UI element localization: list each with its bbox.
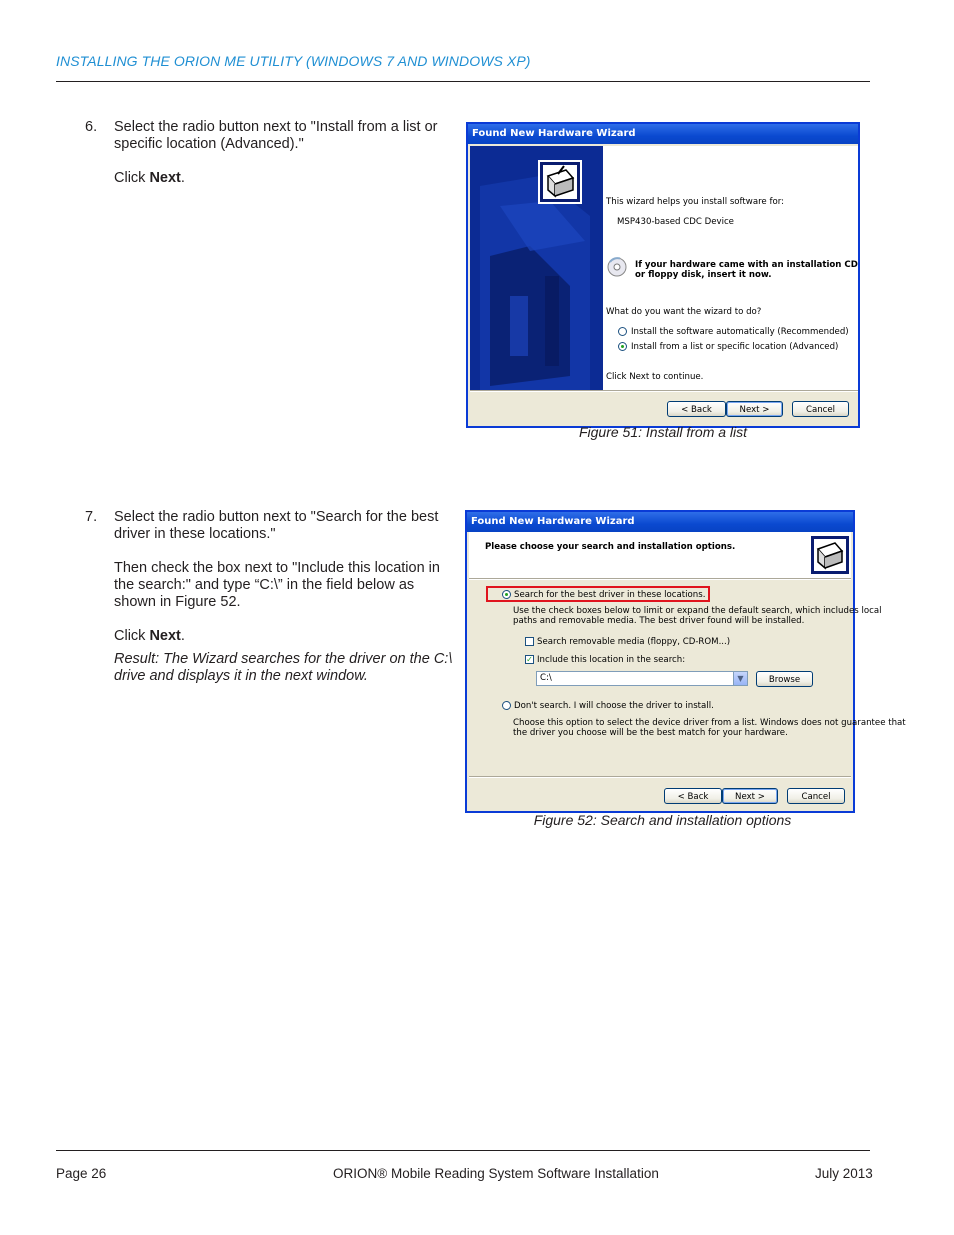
radio-search-best-driver-label: Search for the best driver in these locations. [514, 590, 706, 600]
figure-52-caption: Figure 52: Search and installation options [533, 812, 792, 828]
header-rule [56, 81, 870, 82]
cancel-button[interactable]: Cancel [792, 401, 849, 417]
checkbox-search-removable-media-label: Search removable media (floppy, CD-ROM...) [537, 637, 731, 647]
wizard-heading-pane [469, 532, 851, 578]
step-instruction: Select the radio button next to "Install from a list or specific location (Advanced)." [114, 119, 438, 152]
wizard-banner [470, 146, 603, 390]
window-title: Found New Hardware Wizard [467, 512, 853, 532]
dont-search-description-line1: Choose this option to select the device driver from a list. Windows does not guarantee that [513, 718, 906, 728]
radio-install-automatically[interactable] [618, 327, 627, 336]
button-separator [470, 390, 858, 392]
wizard-content [603, 146, 858, 390]
radio-search-best-driver[interactable] [502, 590, 511, 599]
cd-notice-line2: or floppy disk, insert it now. [635, 270, 772, 280]
click-instruction: Click Next. [114, 628, 185, 644]
wizard-heading: Please choose your search and installation options. [485, 542, 736, 552]
hardware-wizard-icon [811, 536, 849, 574]
next-button[interactable]: Next > [722, 788, 778, 804]
chevron-down-icon[interactable]: ▼ [733, 672, 747, 685]
device-name: MSP430-based CDC Device [617, 217, 734, 227]
search-description-line1: Use the check boxes below to limit or expand the default search, which includes local [513, 606, 882, 616]
dont-search-description-line2: the driver you choose will be the best match for your hardware. [513, 728, 788, 738]
step-number: 7. [85, 509, 98, 525]
checkbox-include-location-label: Include this location in the search: [537, 655, 686, 665]
back-button[interactable]: < Back [667, 401, 726, 417]
page-number: Page 26 [56, 1166, 107, 1181]
back-button[interactable]: < Back [664, 788, 722, 804]
radio-install-automatically-label: Install the software automatically (Recommended) [631, 327, 849, 337]
browse-button[interactable]: Browse [756, 671, 813, 687]
search-description-line2: paths and removable media. The best driver found will be installed. [513, 616, 805, 626]
location-input[interactable]: C:\ [540, 673, 552, 683]
figure-51-caption: Figure 51: Install from a list [578, 424, 748, 440]
footer-rule [56, 1150, 870, 1151]
cancel-button[interactable]: Cancel [787, 788, 845, 804]
hardware-wizard-icon [538, 160, 582, 204]
step-number: 6. [85, 119, 98, 135]
checkbox-search-removable-media[interactable] [525, 637, 534, 646]
wizard-window-install [466, 122, 860, 428]
wizard-question: What do you want the wizard to do? [606, 307, 762, 317]
radio-dont-search-label: Don't search. I will choose the driver to install. [514, 701, 714, 711]
step-instruction: Select the radio button next to "Search for the best driver in these locations." [114, 509, 439, 542]
step-result: Result: The Wizard searches for the driver on the C:\ drive and displays it in the next window. [114, 651, 453, 684]
wizard-banner-graphic [470, 146, 603, 390]
button-separator [469, 776, 851, 778]
section-header: INSTALLING THE ORION ME UTILITY (WINDOWS 7 AND WINDOWS XP) [56, 53, 531, 69]
click-instruction: Click Next. [114, 170, 185, 186]
radio-install-from-list-label: Install from a list or specific location (Advanced) [631, 342, 839, 352]
cd-icon [606, 256, 628, 278]
wizard-window-search [465, 510, 906, 813]
cd-notice-line1: If your hardware came with an installation CD [635, 260, 858, 270]
heading-separator [469, 578, 851, 580]
checkbox-include-location[interactable]: ✓ [526, 655, 533, 664]
footer-date: July 2013 [815, 1166, 873, 1181]
window-title: Found New Hardware Wizard [468, 124, 858, 144]
footer-product: ORION® Mobile Reading System Software Installation [333, 1166, 659, 1181]
next-button[interactable]: Next > [726, 401, 783, 417]
continue-instruction: Click Next to continue. [606, 372, 704, 382]
step-instruction-detail: Then check the box next to "Include this location in the search:" and type “C:\” in the field below as shown in Figure 52. [114, 560, 440, 610]
location-combobox[interactable] [536, 671, 748, 686]
radio-install-from-list[interactable] [618, 342, 627, 351]
radio-dont-search[interactable] [502, 701, 511, 710]
wizard-intro: This wizard helps you install software for: [606, 197, 785, 207]
